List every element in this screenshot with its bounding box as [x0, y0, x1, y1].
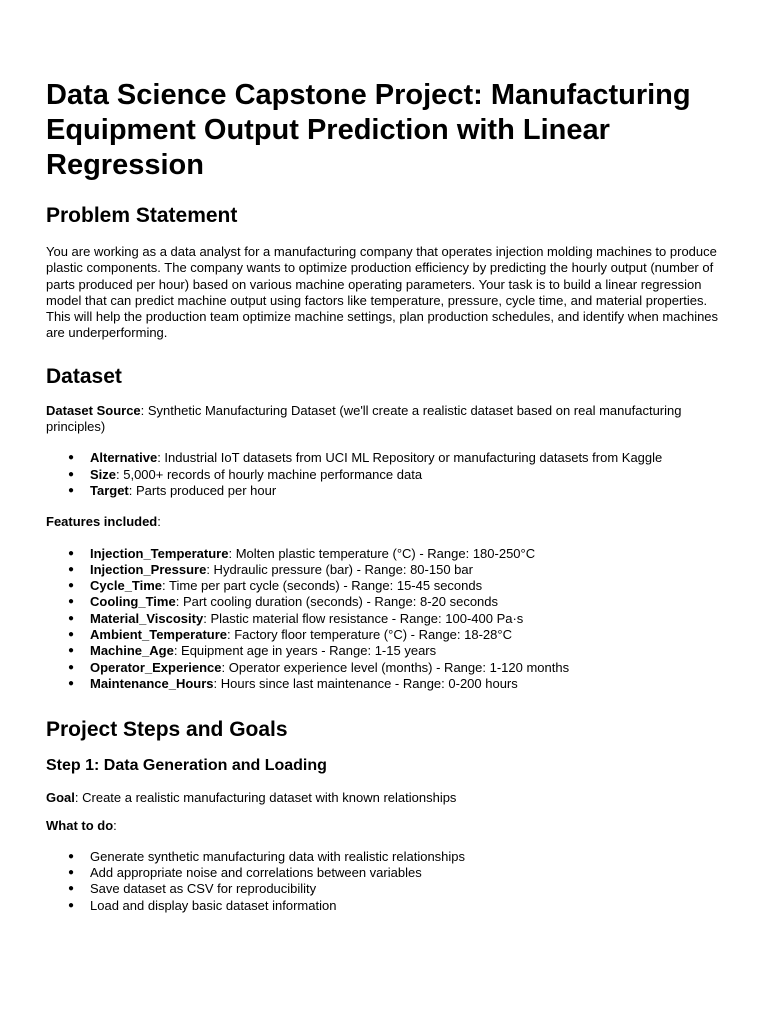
project-steps-heading: Project Steps and Goals: [46, 718, 288, 742]
dataset-source-text: : Synthetic Manufacturing Dataset (we'll create a realistic dataset based on real manufacturing principles): [46, 402, 682, 435]
step1-what-to-do: [46, 818, 722, 834]
dataset-source-label: Dataset Source: [46, 402, 141, 418]
feature-label: Ambient_Temperature: [90, 627, 228, 643]
feature-label: Material_Viscosity: [90, 610, 204, 626]
features-colon: :: [157, 514, 161, 530]
list-item: ● Add appropriate noise and correlations between variables: [90, 865, 722, 881]
feature-label: Operator_Experience: [90, 659, 222, 675]
list-item: ● Save dataset as CSV for reproducibility: [90, 881, 722, 897]
feature-text: : Factory floor temperature (°C) - Range: 18-28°C: [227, 627, 512, 643]
list-item-label: Target: [90, 482, 129, 498]
feature-text: : Operator experience level (months) - Range: 1-120 months: [221, 659, 570, 675]
goal-text: : Create a realistic manufacturing dataset with known relationships: [74, 790, 457, 806]
feature-text: : Equipment age in years - Range: 1-15 years: [173, 643, 437, 659]
list-item: [90, 611, 722, 627]
feature-label: Injection_Pressure: [90, 561, 207, 577]
list-item: [90, 643, 722, 659]
feature-label: Machine_Age: [90, 643, 174, 659]
list-item: [90, 594, 722, 610]
list-item-text: : Industrial IoT datasets from UCI ML Repository or manufacturing datasets from Kaggle: [157, 450, 663, 466]
dataset-info-list: [46, 450, 722, 499]
list-item-text: : 5,000+ records of hourly machine performance data: [116, 466, 423, 482]
feature-text: : Time per part cycle (seconds) - Range: 15-45 seconds: [162, 578, 483, 594]
dataset-heading: Dataset: [46, 364, 122, 388]
list-item: [90, 450, 722, 466]
goal-label: Goal: [46, 790, 75, 806]
features-included-label: [46, 514, 722, 530]
feature-text: : Plastic material flow resistance - Range: 100-400 Pa·s: [203, 610, 524, 626]
list-item: [90, 578, 722, 594]
problem-statement-heading: Problem Statement: [46, 204, 238, 227]
list-item-label: Size: [90, 466, 117, 482]
list-item: [90, 562, 722, 578]
feature-label: Cycle_Time: [90, 578, 163, 594]
list-item: [90, 660, 722, 676]
list-item: [90, 467, 722, 483]
features-list: [46, 546, 722, 693]
step1-goal: [46, 790, 722, 806]
step1-task-list: [46, 849, 722, 914]
dataset-source-paragraph: [46, 403, 722, 436]
list-item-text: : Parts produced per hour: [128, 482, 277, 498]
list-item-label: Alternative: [90, 450, 158, 466]
feature-text: : Hydraulic pressure (bar) - Range: 80-150 bar: [206, 561, 473, 577]
problem-statement-body: You are working as a data analyst for a manufacturing company that operates injection molding machines to produce plastic components. The company wants to optimize production efficiency by predicting the hourly output (number of parts produced per hour) based on various machine operating parameters. Your task is to build a linear regression model that can predict machine output using factors like temperature, pressure, cycle time, and material properties. This will help the production team optimize machine settings, plan production schedules, and identify when machines are underperforming.: [46, 244, 719, 341]
what-to-do-label: What to do: [46, 817, 114, 833]
list-item: ● Load and display basic dataset information: [90, 898, 722, 914]
feature-text: : Hours since last maintenance - Range: 0-200 hours: [213, 675, 518, 691]
feature-text: : Part cooling duration (seconds) - Range: 8-20 seconds: [175, 594, 499, 610]
feature-label: Cooling_Time: [90, 594, 176, 610]
list-item: [90, 627, 722, 643]
feature-label: Maintenance_Hours: [90, 675, 214, 691]
list-item: [90, 676, 722, 692]
what-to-do-colon: :: [113, 817, 117, 833]
feature-label: Injection_Temperature: [90, 545, 229, 561]
list-item: ● Generate synthetic manufacturing data with realistic relationships: [90, 849, 722, 865]
feature-text: : Molten plastic temperature (°C) - Range: 180-250°C: [228, 545, 536, 561]
step1-heading: Step 1: Data Generation and Loading: [46, 757, 327, 775]
features-label: Features included: [46, 514, 158, 530]
list-item: [90, 483, 722, 499]
document-title: Data Science Capstone Project: Manufacturing Equipment Output Prediction with Linear Regression: [46, 79, 691, 181]
list-item: [90, 546, 722, 562]
